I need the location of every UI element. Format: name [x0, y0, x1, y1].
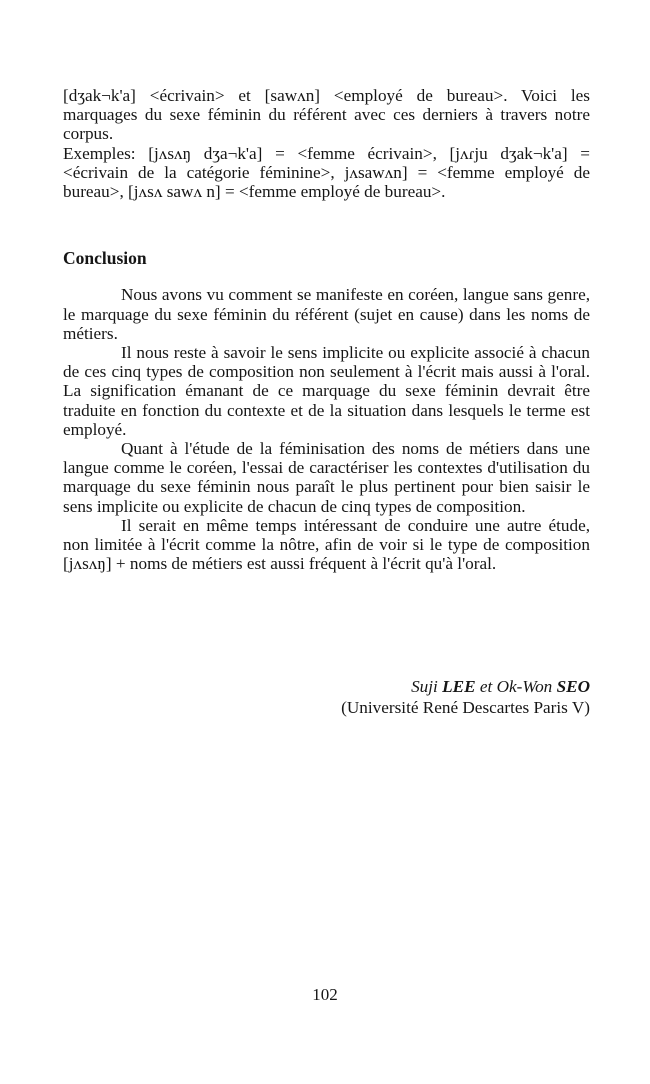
author-names	[341, 676, 590, 697]
conclusion-paragraph-3: Quant à l'étude de la féminisation des noms de métiers dans une langue comme le coréen, l'essai de caractériser les contextes d'utilisation du marquage du sexe féminin nous paraît le plus pertinent pour bien saisir le sens implicite ou explicite de chacun de cinq types de composition.	[63, 439, 590, 516]
page-body	[63, 86, 590, 573]
intro-paragraph-1: [dʒak¬k'a] <écrivain> et [sawʌn] <employé de bureau>. Voici les marquages du sexe féminin du référent avec ces derniers à travers notre corpus.	[63, 86, 590, 144]
intro-paragraph-examples: Exemples: [jʌsʌŋ dʒa¬k'a] = <femme écrivain>, [jʌɾju dʒak¬k'a] = <écrivain de la catégorie féminine>, jʌsawʌn] = <femme employé de bureau>, [jʌsʌ sawʌ n] = <femme employé de bureau>.	[63, 143, 590, 202]
author2-last-name: SEO	[556, 677, 590, 696]
page-number: 102	[312, 985, 338, 1004]
conclusion-paragraph-4: Il serait en même temps intéressant de conduire une autre étude, non limitée à l'écrit comme la nôtre, afin de voir si le type de composition [jʌsʌŋ] + noms de métiers est aussi fréquent à l'écrit qu'à l'oral.	[63, 515, 590, 574]
conclusion-paragraph-1: Nous avons vu comment se manifeste en coréen, langue sans genre, le marquage du sexe féminin du référent (sujet en cause) dans les noms de métiers.	[63, 285, 590, 343]
author1-first-name: Suji	[411, 677, 438, 696]
conclusion-paragraph-2: Il nous reste à savoir le sens implicite ou explicite associé à chacun de ces cinq types de composition non seulement à l'écrit mais aussi à l'oral. La signification émanant de ce marquage du sexe féminin devrait être traduite en fonction du contexte et de la situation dans lesquels le terme est employé.	[63, 343, 590, 439]
author-affiliation: (Université René Descartes Paris V)	[341, 698, 590, 717]
author1-last-name: LEE	[442, 677, 476, 696]
author2-first-name: Ok-Won	[496, 677, 553, 696]
section-heading-conclusion: Conclusion	[63, 248, 147, 269]
author-conjunction: et	[479, 677, 493, 696]
author-signature	[341, 676, 590, 718]
